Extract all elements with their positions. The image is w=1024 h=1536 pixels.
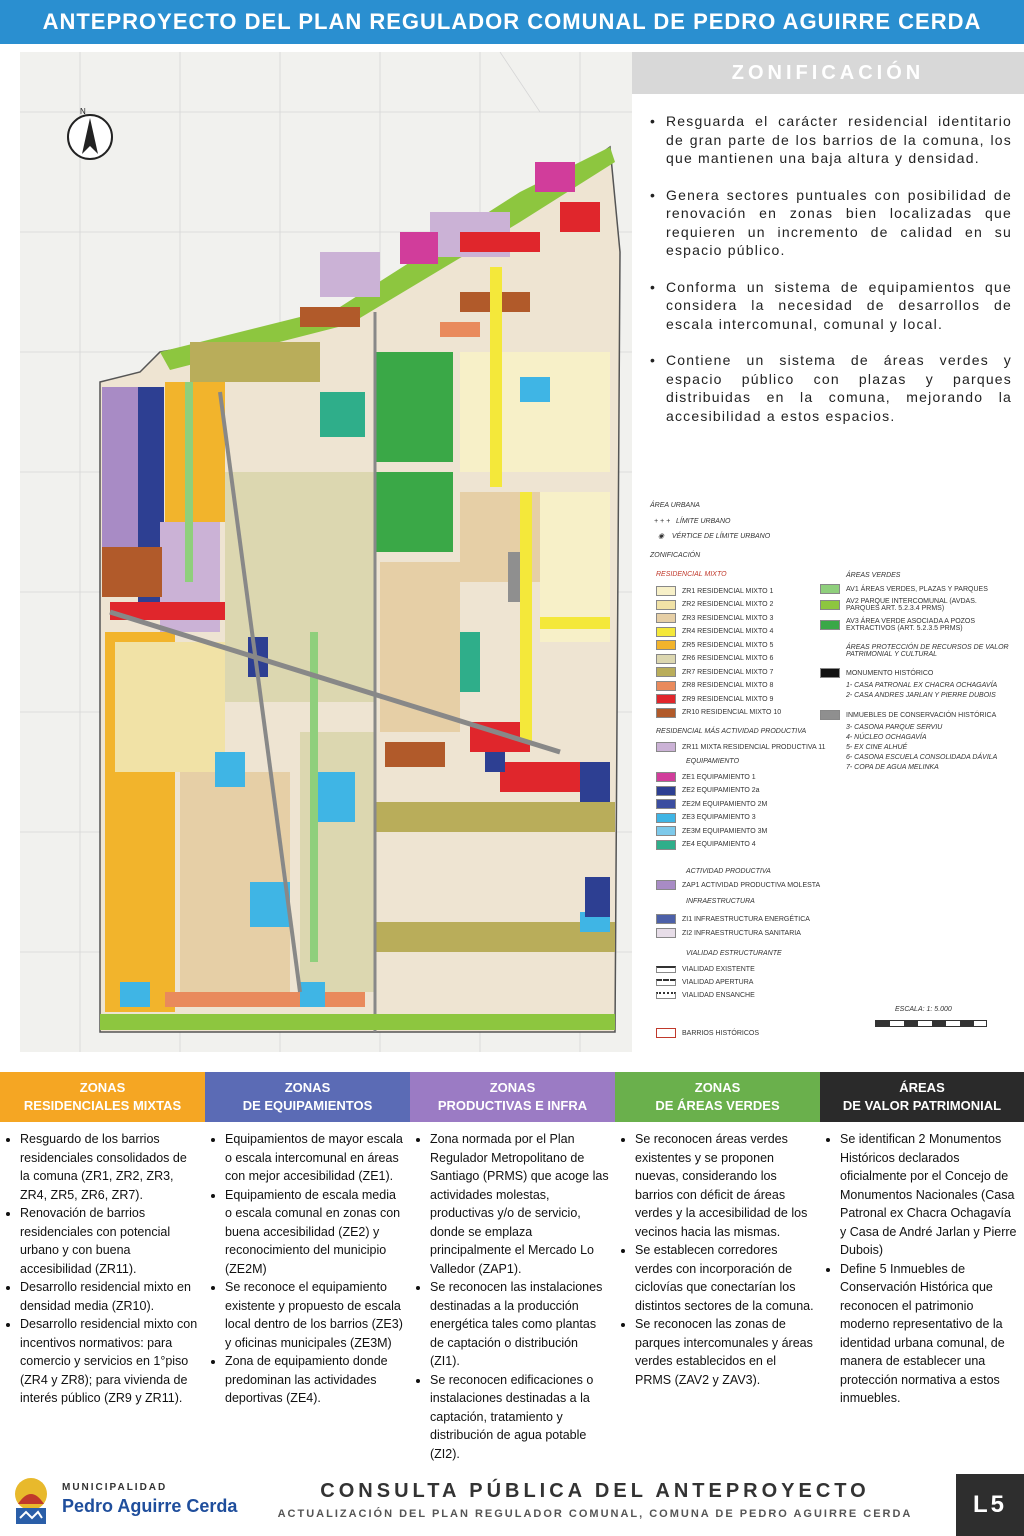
column-patrimonial xyxy=(820,1072,1024,1408)
column-equipamientos xyxy=(205,1072,410,1408)
column-list xyxy=(410,1130,615,1463)
legend-swatch xyxy=(656,586,676,596)
bullet-item: • Genera sectores puntuales con posibilidad de renovación en zonas bien localizadas que requieren un incremento de calidad en su espacio público. xyxy=(650,186,1012,260)
legend-monumento: MONUMENTO HISTÓRICO xyxy=(820,668,933,678)
legend-inmueble-3: 3- CASONA PARQUE SERVIU xyxy=(846,724,943,731)
legend-zr11: ZR11 MIXTA RESIDENCIAL PRODUCTIVA 11 xyxy=(656,742,826,752)
legend-label: ZR4 RESIDENCIAL MIXTO 4 xyxy=(682,628,774,635)
zoning-map-svg xyxy=(20,52,632,1052)
legend-vial-ensanche: VIALIDAD ENSANCHE xyxy=(656,992,755,999)
list-item: • Se reconocen edificaciones o instalaciones destinadas a la captación, tratamiento y distribución de agua potable (ZI2). xyxy=(430,1371,609,1464)
legend-swatch xyxy=(656,813,676,823)
legend-label: ZE3M EQUIPAMIENTO 3M xyxy=(682,827,768,835)
column-head xyxy=(820,1072,1024,1122)
sheet-number: L5 xyxy=(956,1474,1024,1536)
column-head xyxy=(205,1072,410,1122)
legend-label: ZR6 RESIDENCIAL MIXTO 6 xyxy=(682,655,774,662)
legend-item xyxy=(656,708,781,718)
municipal-emblem-icon xyxy=(6,1474,56,1530)
legend-vial-existente: VIALIDAD EXISTENTE xyxy=(656,966,755,973)
list-item: • Renovación de barrios residenciales con potencial urbano y con buena accesibilidad (ZR11). xyxy=(20,1204,199,1278)
zonificacion-header xyxy=(632,52,1024,94)
municipalidad-label: MUNICIPALIDAD xyxy=(62,1482,168,1493)
legend-patr-head: ÁREAS PROTECCIÓN DE RECURSOS DE VALOR PATRIMONIAL Y CULTURAL xyxy=(846,644,1009,658)
page-banner xyxy=(0,0,1024,44)
bullet-item: • Conforma un sistema de equipamientos que considera la necesidad de desarrollos de escala intercomunal, comunal y local. xyxy=(650,278,1012,334)
legend-label: ZR7 RESIDENCIAL MIXTO 7 xyxy=(682,668,774,676)
list-item: • Zona normada por el Plan Regulador Metropolitano de Santiago (PRMS) que acoge las actividades molestas, productivas y/o de servicio, donde se emplaza principalmente el Mercado Lo Valledor (ZAP1). xyxy=(430,1130,609,1278)
legend-item xyxy=(656,813,756,823)
legend-swatch xyxy=(656,694,676,704)
legend-zap: ZAP1 ACTIVIDAD PRODUCTIVA MOLESTA xyxy=(656,880,820,890)
legend-monumento-2: 2- CASA ANDRES JARLAN Y PIERRE DUBOIS xyxy=(846,692,996,699)
column-areas-verdes xyxy=(615,1072,820,1389)
legend-label: ZE2M EQUIPAMIENTO 2M xyxy=(682,800,768,808)
zonificacion-bullets xyxy=(650,112,1012,443)
list-item: • Se reconoce el equipamiento existente y propuesto de escala local dentro de los barrios (ZE3) y oficinas municipales (ZE3M) xyxy=(225,1278,404,1352)
legend-equip-head: EQUIPAMIENTO xyxy=(686,758,740,765)
scale-bar xyxy=(875,1020,987,1027)
legend-label: ZR5 RESIDENCIAL MIXTO 5 xyxy=(682,641,774,649)
legend-item xyxy=(656,627,773,637)
legend-av3: AV3 ÁREA VERDE ASOCIADA A POZOS EXTRACTIVOS (ART. 5.2.3.5 PRMS) xyxy=(820,618,1006,632)
legend-label: ZR2 RESIDENCIAL MIXTO 2 xyxy=(682,601,774,608)
legend-item xyxy=(656,799,767,809)
legend-vial-head: VIALIDAD ESTRUCTURANTE xyxy=(686,950,782,957)
column-productivas xyxy=(410,1072,615,1463)
legend-swatch xyxy=(656,600,676,610)
legend-swatch xyxy=(656,708,676,718)
legend-item xyxy=(656,840,756,850)
list-item: • Equipamientos de mayor escala o escala intercomunal en áreas con mejor accesibilidad (ZE1). xyxy=(225,1130,404,1186)
zone-columns xyxy=(0,1072,1024,1522)
legend-area-urbana: ÁREA URBANA xyxy=(650,502,700,509)
legend-item xyxy=(656,667,773,677)
legend-limite: + + + LÍMITE URBANO xyxy=(654,518,731,525)
legend-label: ZR1 RESIDENCIAL MIXTO 1 xyxy=(682,587,774,595)
legend-swatch xyxy=(656,681,676,691)
bullet-item: • Resguarda el carácter residencial identitario de gran parte de los barrios de la comuna, los que mantienen una baja altura y densidad. xyxy=(650,112,1012,168)
legend-infra-head: INFRAESTRUCTURA xyxy=(686,898,755,905)
legend-swatch xyxy=(656,772,676,782)
legend-act-head: ACTIVIDAD PRODUCTIVA xyxy=(686,868,771,875)
legend-vertice: ◉ VÉRTICE DE LÍMITE URBANO xyxy=(658,533,771,540)
list-item: • Se reconocen áreas verdes existentes y se proponen nuevas, considerando los barrios con déficit de áreas verdes y la accesibilidad de los vecinos hacia las mismas. xyxy=(635,1130,814,1241)
legend-item xyxy=(656,826,767,836)
column-title: ZONAS DE EQUIPAMIENTOS xyxy=(242,1080,373,1113)
legend-swatch xyxy=(656,613,676,623)
legend-swatch xyxy=(656,627,676,637)
legend-zi2: ZI2 INFRAESTRUCTURA SANITARIA xyxy=(656,928,801,938)
legend-av-head: ÁREAS VERDES xyxy=(846,572,901,579)
legend-swatch xyxy=(656,840,676,850)
legend-zi1: ZI1 INFRAESTRUCTURA ENERGÉTICA xyxy=(656,914,810,924)
legend-label: ZR9 RESIDENCIAL MIXTO 9 xyxy=(682,695,774,703)
list-item: • Se reconocen las instalaciones destinadas a la producción energética tales como plantas de captación o distribución (ZI1). xyxy=(430,1278,609,1371)
legend-swatch xyxy=(656,654,676,664)
column-title: ZONAS DE ÁREAS VERDES xyxy=(655,1080,780,1113)
list-item: • Equipamiento de escala media o escala comunal en zonas con buena accesibilidad (ZE2) y reconocimiento del municipio (ZE2M) xyxy=(225,1186,404,1279)
column-head xyxy=(615,1072,820,1122)
legend-zonificacion: ZONIFICACIÓN xyxy=(650,552,701,559)
bullet-item: • Contiene un sistema de áreas verdes y espacio público con plazas y parques distribuidas en la comuna, mejorando la accesibilidad a estos espacios. xyxy=(650,351,1012,425)
legend-inmueble-4: 4- NÚCLEO OCHAGAVÍA xyxy=(846,734,927,741)
list-item: • Desarrollo residencial mixto con incentivos normativos: para comercio y servicios en 1°piso (ZR4 y ZR8); para vivienda de interés público (ZR9 y ZR11). xyxy=(20,1315,199,1408)
zonificacion-title: ZONIFICACIÓN xyxy=(731,61,925,84)
legend-inmueble-5: 5- EX CINE ALHUÉ xyxy=(846,744,908,751)
legend-inmueble-6: 6- CASONA ESCUELA CONSOLIDADA DÁVILA xyxy=(846,754,998,761)
comuna-label: Pedro Aguirre Cerda xyxy=(62,1496,238,1516)
north-label: N xyxy=(80,107,86,116)
legend-item xyxy=(656,786,760,796)
legend-vial-apertura: VIALIDAD APERTURA xyxy=(656,979,753,986)
legend-label: ZE4 EQUIPAMIENTO 4 xyxy=(682,841,756,848)
legend-label: ZR8 RESIDENCIAL MIXTO 8 xyxy=(682,682,774,689)
legend-item xyxy=(656,694,773,704)
column-list xyxy=(205,1130,410,1408)
legend-item xyxy=(656,586,773,596)
list-item: • Se establecen corredores verdes con incorporación de ciclovías que conectarían los distintos sectores de la comuna. xyxy=(635,1241,814,1315)
legend-label: ZE3 EQUIPAMIENTO 3 xyxy=(682,814,756,821)
legend-item xyxy=(656,681,773,691)
zoning-map[interactable] xyxy=(20,52,632,1052)
list-item: • Zona de equipamiento donde predominan las actividades deportivas (ZE4). xyxy=(225,1352,404,1408)
legend-prod-head: RESIDENCIAL MÁS ACTIVIDAD PRODUCTIVA xyxy=(656,728,807,735)
column-list xyxy=(615,1130,820,1389)
legend-barrios: BARRIOS HISTÓRICOS xyxy=(656,1028,759,1038)
legend-escala: ESCALA: 1: 5.000 xyxy=(895,1006,952,1013)
legend-swatch xyxy=(656,640,676,650)
legend-label: ZR10 RESIDENCIAL MIXTO 10 xyxy=(682,709,782,716)
legend-swatch xyxy=(656,799,676,809)
legend-label: ZE1 EQUIPAMIENTO 1 xyxy=(682,773,756,781)
column-head xyxy=(410,1072,615,1122)
list-item: • Se identifican 2 Monumentos Históricos declarados oficialmente por el Concejo de Monumentos Nacionales (Casa Patronal ex Chacra Ochagavía y Casa de André Jarlan y Pierre Dubois) xyxy=(840,1130,1018,1260)
column-title: ZONAS RESIDENCIALES MIXTAS xyxy=(23,1080,182,1113)
legend-label: ZE2 EQUIPAMIENTO 2a xyxy=(682,787,760,794)
list-item: • Se reconocen las zonas de parques intercomunales y áreas verdes establecidos en el PRMS (ZAV2 y ZAV3). xyxy=(635,1315,814,1389)
list-item: • Resguardo de los barrios residenciales consolidados de la comuna (ZR1, ZR2, ZR3, ZR4, ZR5, ZR6, ZR7). xyxy=(20,1130,199,1204)
map-legend xyxy=(650,496,1020,1056)
column-list xyxy=(0,1130,205,1408)
legend-swatch xyxy=(656,826,676,836)
page-title: ANTEPROYECTO DEL PLAN REGULADOR COMUNAL DE PEDRO AGUIRRE CERDA xyxy=(42,9,982,34)
legend-monumento-1: 1- CASA PATRONAL EX CHACRA OCHAGAVÍA xyxy=(846,682,998,689)
column-list xyxy=(820,1130,1024,1408)
legend-label: ZR3 RESIDENCIAL MIXTO 3 xyxy=(682,614,774,622)
legend-item xyxy=(656,772,756,782)
legend-item xyxy=(656,640,773,650)
column-title: ZONAS PRODUCTIVAS E INFRA xyxy=(437,1080,588,1113)
list-item: • Desarrollo residencial mixto en densidad media (ZR10). xyxy=(20,1278,199,1315)
legend-swatch xyxy=(656,786,676,796)
legend-inmueble-7: 7- COPA DE AGUA MELINKA xyxy=(846,764,939,771)
legend-av2: AV2 PARQUE INTERCOMUNAL (AVDAS. PARQUES ART. 5.2.3.4 PRMS) xyxy=(820,598,1006,612)
legend-av1: AV1 ÁREAS VERDES, PLAZAS Y PARQUES xyxy=(820,584,988,594)
legend-residencial-head: RESIDENCIAL MIXTO xyxy=(656,571,727,578)
legend-item xyxy=(656,654,773,664)
legend-item xyxy=(656,600,773,610)
legend-swatch xyxy=(656,667,676,677)
column-title: ÁREAS DE VALOR PATRIMONIAL xyxy=(842,1080,1002,1113)
legend-inmuebles: INMUEBLES DE CONSERVACIÓN HISTÓRICA xyxy=(820,710,996,720)
municipalidad-logo xyxy=(6,1474,246,1530)
footer-subtitle: ACTUALIZACIÓN DEL PLAN REGULADOR COMUNAL, COMUNA DE PEDRO AGUIRRE CERDA xyxy=(277,1508,913,1520)
footer-title: CONSULTA PÚBLICA DEL ANTEPROYECTO xyxy=(320,1480,870,1502)
column-residenciales xyxy=(0,1072,205,1408)
column-head xyxy=(0,1072,205,1122)
list-item: • Define 5 Inmuebles de Conservación Histórica que reconocen el patrimonio moderno representativo de la identidad urbana comunal, de manera de establecer una protección normativa a estos inmuebles. xyxy=(840,1260,1018,1408)
legend-item xyxy=(656,613,773,623)
